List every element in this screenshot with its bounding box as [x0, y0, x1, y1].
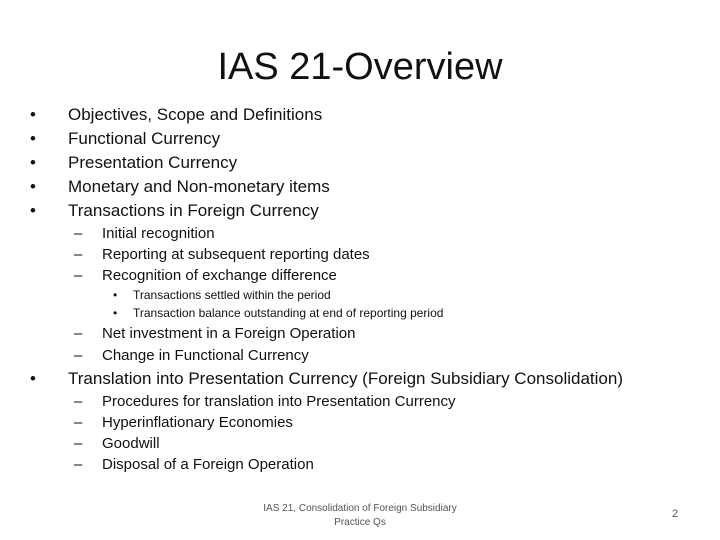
bullet-icon: • — [30, 105, 36, 124]
sub-item-subsequent-reporting — [74, 245, 370, 264]
sub-item-goodwill — [74, 434, 160, 453]
sub-item-text: Net investment in a Foreign Operation — [102, 325, 356, 342]
dash-icon: – — [74, 246, 83, 263]
bullet-text: Functional Currency — [68, 129, 221, 148]
bullet-item-functional-currency — [30, 128, 220, 150]
sub-item-disposal — [74, 455, 314, 474]
bullet-icon: • — [113, 288, 118, 302]
sub-item-translation-procedures — [74, 392, 456, 411]
sub-item-initial-recognition — [74, 224, 215, 243]
bullet-item-presentation-currency — [30, 152, 237, 174]
sub-item-text: Goodwill — [102, 435, 160, 452]
dash-icon: – — [74, 267, 83, 284]
bullet-item-transactions — [30, 200, 319, 222]
bullet-text: Presentation Currency — [68, 153, 238, 172]
bullet-text: Translation into Presentation Currency (Foreign Subsidiary Consolidation) — [68, 369, 623, 388]
sub-item-text: Change in Functional Currency — [102, 347, 309, 364]
bullet-icon: • — [30, 369, 36, 388]
sub-sub-item-text: Transaction balance outstanding at end of reporting period — [133, 306, 444, 320]
dash-icon: – — [74, 325, 83, 342]
sub-item-change-functional-currency — [74, 346, 309, 365]
sub-item-net-investment — [74, 324, 355, 343]
dash-icon: – — [74, 225, 83, 242]
sub-sub-item-settled — [113, 287, 331, 303]
bullet-text: Objectives, Scope and Definitions — [68, 105, 323, 124]
bullet-icon: • — [113, 306, 118, 320]
dash-icon: – — [74, 393, 83, 410]
sub-sub-item-outstanding — [113, 305, 443, 321]
sub-item-text: Recognition of exchange difference — [102, 267, 337, 284]
sub-item-text: Initial recognition — [102, 225, 215, 242]
bullet-item-translation — [30, 368, 623, 390]
sub-item-exchange-difference — [74, 266, 337, 285]
dash-icon: – — [74, 414, 83, 431]
bullet-icon: • — [30, 129, 36, 148]
bullet-text: Monetary and Non-monetary items — [68, 177, 330, 196]
sub-item-text: Disposal of a Foreign Operation — [102, 456, 314, 473]
slide-footer — [240, 502, 480, 530]
sub-item-text: Reporting at subsequent reporting dates — [102, 246, 370, 263]
bullet-icon: • — [30, 201, 36, 220]
bullet-item-monetary-items — [30, 176, 330, 198]
dash-icon: – — [74, 347, 83, 364]
bullet-icon: • — [30, 177, 36, 196]
sub-item-text: Hyperinflationary Economies — [102, 414, 293, 431]
page-number: 2 — [671, 508, 679, 520]
bullet-text: Transactions in Foreign Currency — [68, 201, 319, 220]
dash-icon: – — [74, 456, 83, 473]
footer-line-2: Practice Qs — [334, 517, 386, 528]
footer-line-1: IAS 21, Consolidation of Foreign Subsidiary — [263, 503, 457, 514]
sub-item-text: Procedures for translation into Presentation Currency — [102, 393, 456, 410]
sub-sub-item-text: Transactions settled within the period — [133, 288, 331, 302]
bullet-item-objectives — [30, 104, 322, 126]
bullet-icon: • — [30, 153, 36, 172]
sub-item-hyperinflationary — [74, 413, 293, 432]
slide-title: IAS 21-Overview — [217, 46, 503, 88]
dash-icon: – — [74, 435, 83, 452]
